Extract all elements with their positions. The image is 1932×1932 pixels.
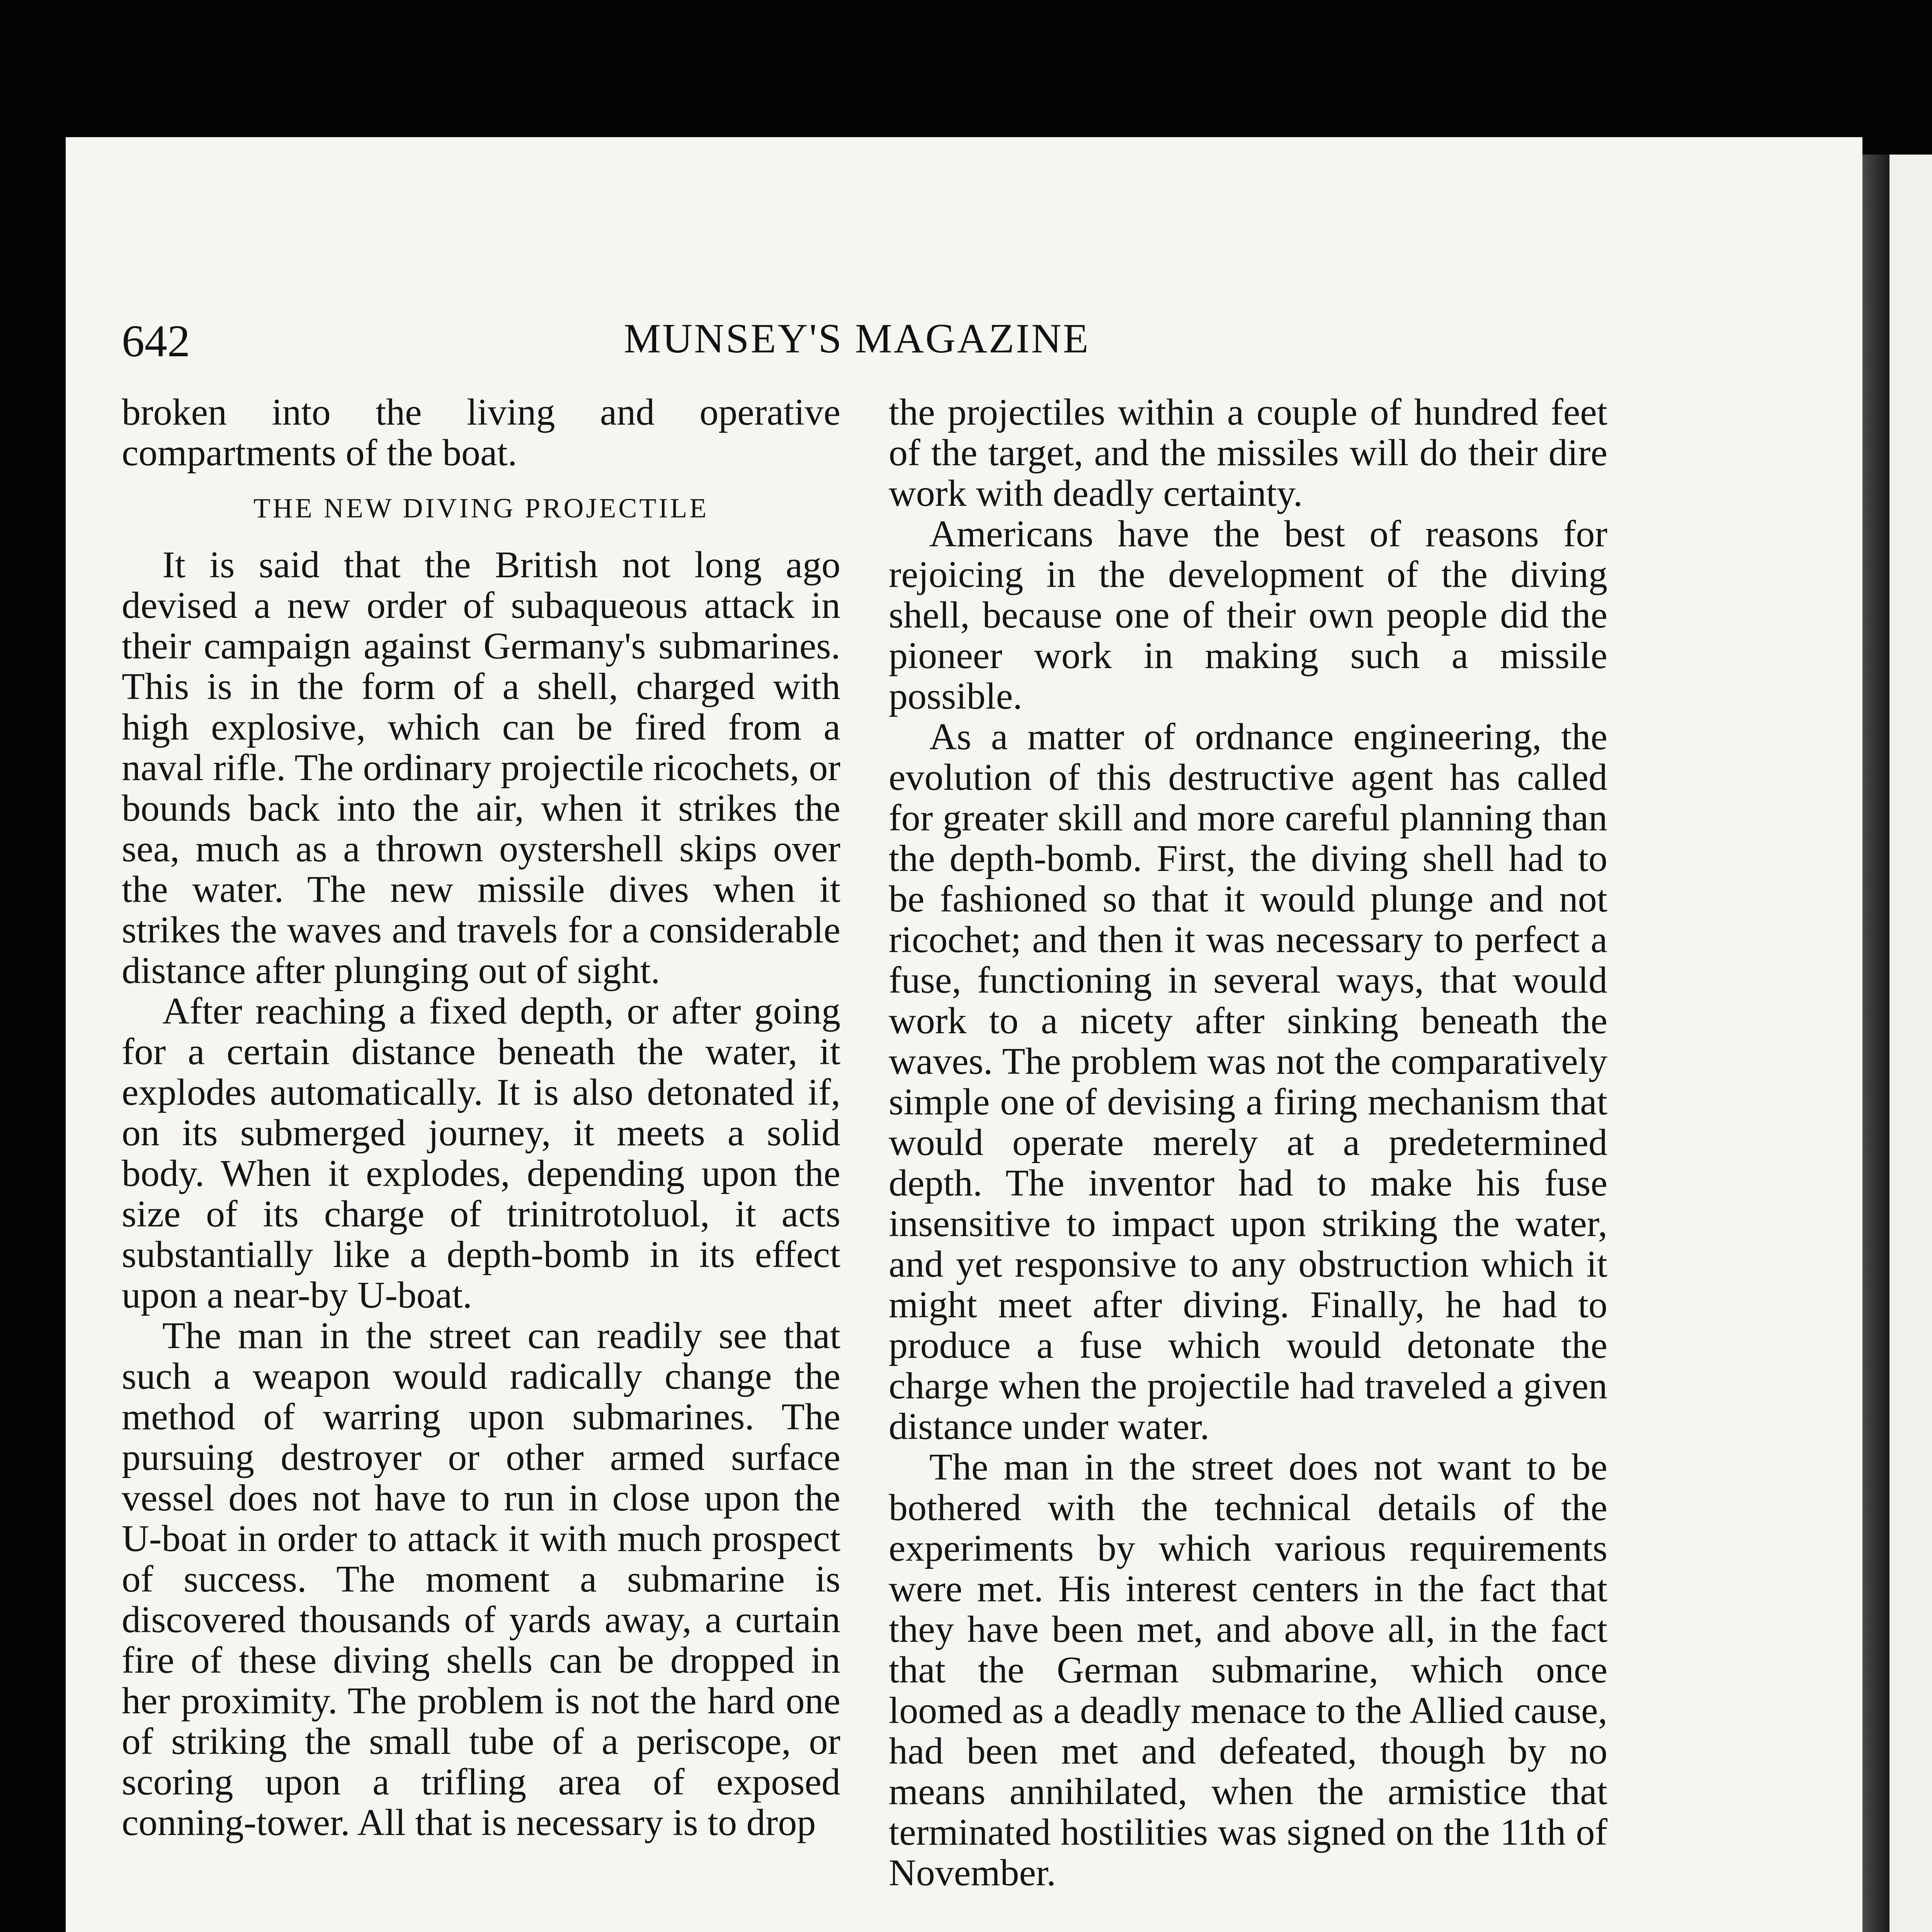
right-column: [889, 392, 1607, 1893]
paragraph: Americans have the best of reasons for rejoicing in the development of the diving shell, because one of their own people did the pioneer work in making such a missile possible.: [889, 513, 1607, 717]
paragraph: broken into the living and operative compartments of the boat.: [122, 391, 840, 474]
page-number: 642: [122, 316, 190, 366]
section-heading: THE NEW DIVING PROJECTILE: [253, 493, 709, 524]
running-title: MUNSEY'S MAGAZINE: [624, 316, 1090, 362]
page-spine-edge: [1862, 155, 1889, 1932]
left-column: [122, 392, 840, 1843]
paragraph: As a matter of ordnance engineering, the evolution of this destructive agent has called for greater skill and more careful planning than the depth-bomb. First, the diving shell had to be fashioned so that it would plunge and not ricochet; and then it was necessary to perfect a fuse, functioning in several ways, that would work to a nicety after sinking beneath the waves. The problem was not the comparatively simple one of devising a firing mechanism that would operate merely at a predetermined depth. The inventor had to make his fuse insensitive to impact upon striking the water, and yet responsive to any obstruction which it might meet after diving. Finally, he had to produce a fuse which would detonate the charge when the projectile had traveled a given distance under water.: [889, 716, 1607, 1447]
paragraph: the projectiles within a couple of hundred feet of the target, and the missiles will do their dire work with deadly certainty.: [889, 391, 1607, 514]
page-header: [122, 315, 1592, 377]
paragraph: The man in the street does not want to be bothered with the technical details of the experiments by which various requirements were met. His interest centers in the fact that they have been met, and above all, in the fact that the German submarine, which once loomed as a deadly menace to the Allied cause, had been met and defeated, though by no means annihilated, when the armistice that terminated hostilities was signed on the 11th of November.: [889, 1446, 1607, 1894]
paragraph: It is said that the British not long ago devised a new order of subaqueous attack in their campaign against Germany's submarines. This is in the form of a shell, charged with high explosive, which can be fired from a naval rifle. The ordinary projectile ricochets, or bounds back into the air, when it strikes the sea, much as a thrown oystershell skips over the water. The new missile dives when it strikes the waves and travels for a considerable distance after plunging out of sight.: [122, 544, 840, 992]
paragraph: After reaching a fixed depth, or after going for a certain distance beneath the water, it explodes automatically. It is also detonated if, on its submerged journey, it meets a solid body. When it explodes, depending upon the size of its charge of trinitrotoluol, it acts substantially like a depth-bomb in its effect upon a near-by U-boat.: [122, 990, 840, 1316]
paragraph: The man in the street can readily see that such a weapon would radically change the method of warring upon submarines. The pursuing destroyer or other armed surface vessel does not have to run in close upon the U-boat in order to attack it with much prospect of success. The moment a submarine is discovered thousands of yards away, a curtain fire of these diving shells can be dropped in her proximity. The problem is not the hard one of striking the small tube of a periscope, or scoring upon a trifling area of exposed conning-tower. All that is necessary is to drop: [122, 1315, 840, 1844]
magazine-page: [66, 137, 1862, 1932]
adjacent-page-edge: [1889, 155, 1932, 1932]
